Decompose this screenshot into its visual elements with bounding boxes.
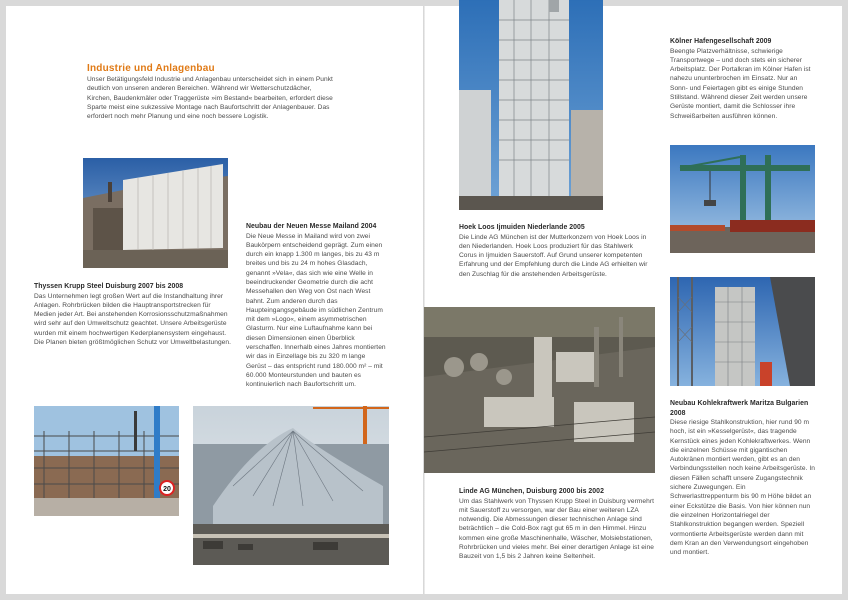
linde-text: Um das Stahlwerk von Thyssen Krupp Steel in Duisburg vermehrt mit Sauerstoff zu versorgen, war der Bau einer weiteren LZA notwendig. Die Abmessungen dieser technischen Anlage sind beträchtlich – die Cold-Box ragt gut 65 m in den Himmel. Hinzu kommen eine große Maschinenhalle, Wäscher, Molsiebstationen, Rohrbrücken und vieles mehr. Bei einer derartigen Anlage ist eine Bauzeit von 1,5 bis 2 Jahren keine Seltenheit.: [459, 497, 654, 561]
section-title: Industrie und Anlagenbau: [87, 63, 215, 74]
intro-block: [87, 75, 337, 121]
messe-block: [246, 222, 386, 390]
thyssen-block: [34, 282, 234, 347]
maritza-text: Diese riesige Stahlkonstruktion, hier rund 90 m hoch, ist ein »Kesselgerüst«, das tragende Kernstück eines jeden Kohlekraftwerkes. Wenn die einzelnen Schüsse mit gigantischen Autokränen montiert werden, gibt es an den Verbindungsstellen noch keine Arbeitsgerüste. In diesen Fällen schafft unsere Zugangstechnik sichere Zuwegungen. Ein Schwerlasttreppenturm bis 90 m Höhe bildet an einer Eckstütze die Basis. Von hier können nun die einzelnen Horizontalriegel der Stahlkonstruktion begangen werden. Speziell vormontierte Arbeitsgerüste werden dann mit dem Kran an den Verwendungsort eingehoben und montiert.: [670, 419, 815, 557]
hoek-title: Hoek Loos Ijmuiden Niederlande 2005: [459, 224, 585, 231]
linde-block: [459, 487, 655, 562]
hoek-block: [459, 223, 649, 279]
photo-linde-aerial: [424, 307, 655, 473]
photo-hoek-loos-tower: [459, 0, 603, 210]
photo-scaffold-structure: [34, 406, 179, 516]
messe-title: Neubau der Neuen Messe Mailand 2004: [246, 223, 377, 230]
thyssen-title: Thyssen Krupp Steel Duisburg 2007 bis 2008: [34, 283, 184, 290]
maritza-block: [670, 399, 815, 557]
messe-text: Die Neue Messe in Mailand wird von zwei Baukörpern entscheidend geprägt. Zum einen durch ein knapp 1.300 m langes, bis zu 43 m breites und bis zu 24 m hohes Glasdach, genannt »Vela«, das sich wie eine Welle in beeindruckender Geometrie durch die acht Messehallen den Weg von Ost nach West bahnt. Zum anderen durch das Haupteingangsgebäude im südlichen Zentrum mit dem »Logo«, einem asymmetrischen Glasturm. Nur eine Luftaufnahme kann bei diesen Dimensionen einen Überblick verschaffen. Innerhalb eines Jahres montierten wir das in Einzellage bis zu 320 m lange Gerüst – das entspricht rund 180.000 m² – mit 60.000 Monteurstunden und bauten es kontinuierlich nach Baufortschritt um.: [246, 232, 386, 389]
photo-thyssen-building: [83, 158, 228, 268]
koelner-title: Kölner Hafengesellschaft 2009: [670, 38, 772, 45]
linde-title: Linde AG München, Duisburg 2000 bis 2002: [459, 488, 604, 495]
speed-sign: 20: [163, 486, 171, 493]
photo-maritza-structure: [670, 277, 815, 386]
thyssen-text: Das Unternehmen legt großen Wert auf die Instandhaltung ihrer Anlagen. Rohrbrücken bilden die Hauptransportstrecken für Medien jeder Art. Bei anstehenden Korrosionsschutzmaßnahmen wird sehr auf den Umweltschutz geachtet. Unsere Arbeitsgerüste wurden mit einem hochwertigen Kederplanensystem eingehaust. Die Planen bieten größtmöglichen Schutz vor Umweltbelastungen.: [34, 292, 231, 346]
maritza-title: Neubau Kohlekraftwerk Maritza Bulgarien 2008: [670, 400, 809, 417]
page-spine: [423, 6, 425, 594]
photo-messe-mailand: [193, 406, 389, 565]
hoek-text: Die Linde AG München ist der Mutterkonzern von Hoek Loos in den Niederlanden. Hoek Loos produziert für das Stahlwerk Corus in Ijmuiden Sauerstoff. Auf Grund unserer kompetenten Erfahrung und der Empfehlung durch die Linde AG erhielten wir den Zuschlag für die anstehenden Arbeitsgerüste.: [459, 233, 648, 278]
koelner-text: Beengte Platzverhältnisse, schwierige Transportwege – und doch stets ein sicherer Arbeitsplatz. Der Portalkran im Kölner Hafen ist nahezu ununterbrochen im Einsatz. Nur an Sonn- und Feiertagen gibt es einige Stunden Stillstand. Während dieser Zeit werden unsere Gerüste montiert, damit die Schlosser ihre Schweißarbeiten ausführen können.: [670, 47, 811, 120]
koelner-block: [670, 37, 815, 121]
photo-port-crane: [670, 145, 815, 253]
intro-text: Unser Betätigungsfeld Industrie und Anlagenbau unterscheidet sich in einem Punkt deutlich von unseren anderen Bereichen. Während wir Wetterschutzdächer, Kirchen, Baudenkmäler oder Traggerüste »im Bestand« bearbeiten, erfordert diese Sparte meist eine sukzessive Montage nach Baufortschritt der Anlagenbauer. Das erfordert noch mehr Planung und eine noch bessere Logistik.: [87, 76, 333, 121]
